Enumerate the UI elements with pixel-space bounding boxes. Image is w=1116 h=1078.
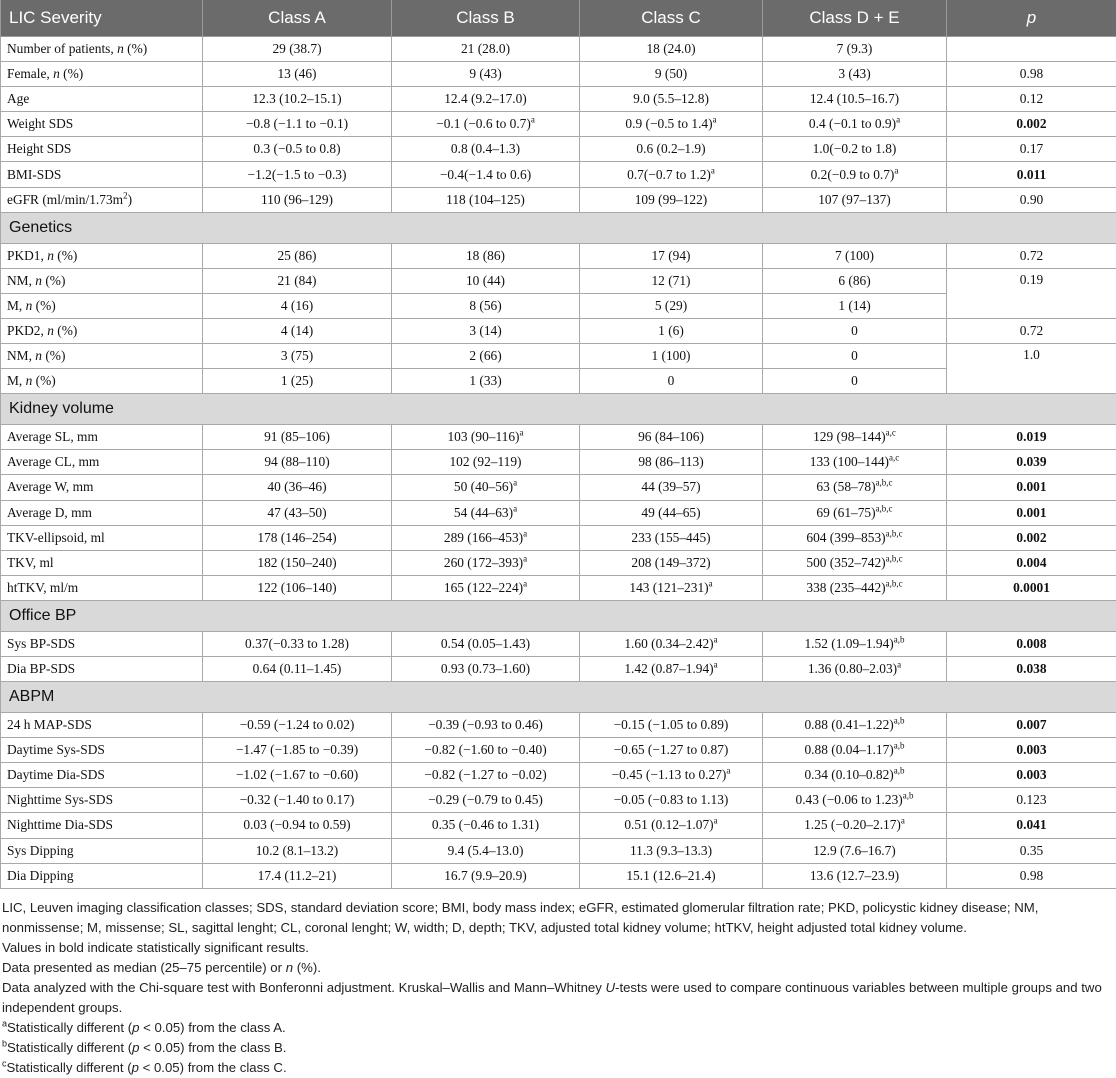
p-value-cell: 0.003 (947, 738, 1116, 763)
footnote-mark: a,b,c (886, 528, 903, 538)
value-cell: 18 (86) (392, 243, 580, 268)
p-value-cell: 0.72 (947, 318, 1116, 343)
row-label: Age (1, 87, 203, 112)
value-cell: 29 (38.7) (203, 37, 392, 62)
table-row (1, 62, 1116, 87)
value-cell: 1 (14) (763, 293, 947, 318)
header-lic-severity: LIC Severity (1, 0, 203, 37)
value-cell: −0.1 (−0.6 to 0.7)$^a$ (392, 112, 580, 137)
p-value-cell: 0.123 (947, 788, 1116, 813)
value-cell: −0.45 (−1.13 to 0.27)$^a$ (580, 763, 763, 788)
value-cell: −0.4(−1.4 to 0.6) (392, 162, 580, 187)
footnote-mark: a (523, 578, 527, 588)
p-value-cell: 0.008 (947, 631, 1116, 656)
table-row (1, 631, 1116, 656)
value-cell: 122 (106–140) (203, 575, 392, 600)
header-class-a: Class A (203, 0, 392, 37)
footnote-b: $^b$Statistically different (p < 0.05) from the class B. (2, 1038, 1114, 1058)
row-label: M, n (%) (1, 293, 203, 318)
table-row (1, 738, 1116, 763)
value-cell: 21 (28.0) (392, 37, 580, 62)
p-value-cell: 0.001 (947, 475, 1116, 500)
row-label: Sys Dipping (1, 838, 203, 863)
value-cell: 0.37(−0.33 to 1.28) (203, 631, 392, 656)
p-value-cell: 0.004 (947, 550, 1116, 575)
value-cell: 0.88 $(0.41-1.22)^{a,b}$ (763, 713, 947, 738)
footnote-mark: a (713, 115, 717, 125)
footnote-mark: a,c (886, 428, 896, 438)
value-cell: 0.54 (0.05–1.43) (392, 631, 580, 656)
value-cell: 5 (29) (580, 293, 763, 318)
value-cell: 40 (36–46) (203, 475, 392, 500)
value-cell: 13.6 (12.7–23.9) (763, 863, 947, 888)
value-cell: 0.4 (−0.1 to 0.9)$^a$ (763, 112, 947, 137)
footnote-mark: a,b,c (876, 478, 893, 488)
value-cell: 0 (763, 344, 947, 369)
value-cell: 0.9 (−0.5 to 1.4)$^a$ (580, 112, 763, 137)
footnote-mark: a,b (894, 634, 905, 644)
value-cell: −0.82 (−1.27 to −0.02) (392, 763, 580, 788)
row-label: Average W, mm (1, 475, 203, 500)
value-cell: 118 (104–125) (392, 187, 580, 212)
table-row (1, 763, 1116, 788)
table-row (1, 525, 1116, 550)
header-class-c: Class C (580, 0, 763, 37)
row-label: Nighttime Sys-SDS (1, 788, 203, 813)
value-cell: 10.2 (8.1–13.2) (203, 838, 392, 863)
value-cell: 1.52 $(1.09-1.94)^{a,b}$ (763, 631, 947, 656)
value-cell: 1.25 $(-0.20-2.17)^a$ (763, 813, 947, 838)
row-label: htTKV, ml/m (1, 575, 203, 600)
value-cell: 4 (14) (203, 318, 392, 343)
table-row (1, 425, 1116, 450)
value-cell: 91 (85–106) (203, 425, 392, 450)
footnote-mark: a,c (889, 453, 899, 463)
table-row (1, 318, 1116, 343)
value-cell: −0.05 (−0.83 to 1.13) (580, 788, 763, 813)
value-cell: 0.51 $(0.12-1.07)^a$ (580, 813, 763, 838)
table-row (1, 788, 1116, 813)
value-cell: 110 (96–129) (203, 187, 392, 212)
footnote-mark: a,b,c (886, 578, 903, 588)
p-value-cell: 0.039 (947, 450, 1116, 475)
value-cell: 338 $(235-442)^{a,b,c}$ (763, 575, 947, 600)
value-cell: 25 (86) (203, 243, 392, 268)
value-cell: 178 (146–254) (203, 525, 392, 550)
value-cell: 1.42 $(0.87-1.94)^a$ (580, 656, 763, 681)
value-cell: −0.29 (−0.79 to 0.45) (392, 788, 580, 813)
table-row (1, 863, 1116, 888)
p-value-cell: 0.041 (947, 813, 1116, 838)
value-cell: 0.35 (−0.46 to 1.31) (392, 813, 580, 838)
footnote-mark: a (714, 634, 718, 644)
value-cell: 12.4 (9.2–17.0) (392, 87, 580, 112)
p-value-cell: 0.98 (947, 62, 1116, 87)
row-label: Sys BP-SDS (1, 631, 203, 656)
table-row (1, 112, 1116, 137)
table-notes (0, 889, 1116, 1078)
table-row (1, 713, 1116, 738)
value-cell: 9 (50) (580, 62, 763, 87)
footnote-mark: a (894, 165, 898, 175)
header-p-value: p (947, 0, 1116, 37)
table-row (1, 137, 1116, 162)
value-cell: 18 (24.0) (580, 37, 763, 62)
value-cell: 11.3 (9.3–13.3) (580, 838, 763, 863)
table-row (1, 813, 1116, 838)
value-cell: 44 (39–57) (580, 475, 763, 500)
value-cell: 102 (92–119) (392, 450, 580, 475)
p-value-cell (947, 37, 1116, 62)
value-cell: 0 (580, 369, 763, 394)
p-value-cell: 0.002 (947, 112, 1116, 137)
row-label: Nighttime Dia-SDS (1, 813, 203, 838)
p-value-cell: 0.72 (947, 243, 1116, 268)
value-cell: 12.3 (10.2–15.1) (203, 87, 392, 112)
p-value-cell: 0.002 (947, 525, 1116, 550)
value-cell: 17.4 (11.2–21) (203, 863, 392, 888)
note-bold: Values in bold indicate statistically significant results. (2, 938, 1114, 958)
value-cell: 12.4 (10.5–16.7) (763, 87, 947, 112)
value-cell: 208 (149–372) (580, 550, 763, 575)
table-row (1, 550, 1116, 575)
value-cell: 0.64 (0.11–1.45) (203, 656, 392, 681)
p-value-cell: 1.0 (947, 344, 1116, 394)
p-value-cell: 0.0001 (947, 575, 1116, 600)
value-cell: −0.32 (−1.40 to 0.17) (203, 788, 392, 813)
table-row (1, 268, 1116, 293)
row-label: BMI-SDS (1, 162, 203, 187)
row-label: Dia BP-SDS (1, 656, 203, 681)
footnote-a: $^a$Statistically different (p < 0.05) from the class A. (2, 1018, 1114, 1038)
table-row (1, 162, 1116, 187)
value-cell: 16.7 (9.9–20.9) (392, 863, 580, 888)
row-label: TKV-ellipsoid, ml (1, 525, 203, 550)
value-cell: 260 $(172-393)^a$ (392, 550, 580, 575)
footnote-mark: a,b (894, 716, 905, 726)
value-cell: 13 (46) (203, 62, 392, 87)
value-cell: 50 $(40-56)^a$ (392, 475, 580, 500)
footnote-mark: a (520, 428, 524, 438)
value-cell: 500 $(352-742)^{a,b,c}$ (763, 550, 947, 575)
row-label: Average D, mm (1, 500, 203, 525)
row-label: M, n (%) (1, 369, 203, 394)
table-row (1, 187, 1116, 212)
section-row (1, 394, 1116, 425)
value-cell: 7 (9.3) (763, 37, 947, 62)
row-label: Dia Dipping (1, 863, 203, 888)
value-cell: 94 (88–110) (203, 450, 392, 475)
footnote-mark: a (709, 578, 713, 588)
value-cell: 9 (43) (392, 62, 580, 87)
note-abbreviations: LIC, Leuven imaging classification classes; SDS, standard deviation score; BMI, body mass index; eGFR, estimated glomerular filtration rate; PKD, policystic kidney disease; NM, nonmissense; M, missense; SL, sagittal lenght; CL, coronal lenght; W, width; D, depth; TKV, adjusted total kidney volume; htTKV, height adjusted total kidney volume. (2, 898, 1114, 938)
value-cell: 143 $(121-231)^a$ (580, 575, 763, 600)
footnote-mark: a (531, 115, 535, 125)
value-cell: 6 (86) (763, 268, 947, 293)
footnote-mark: a (513, 478, 517, 488)
value-cell: 10 (44) (392, 268, 580, 293)
value-cell: 0 (763, 318, 947, 343)
value-cell: 182 (150–240) (203, 550, 392, 575)
p-value-cell: 0.17 (947, 137, 1116, 162)
value-cell: 0.88 $(0.04-1.17)^{a,b}$ (763, 738, 947, 763)
value-cell: 7 (100) (763, 243, 947, 268)
section-heading: Office BP (1, 600, 1116, 631)
value-cell: 233 (155–445) (580, 525, 763, 550)
value-cell: 604 $(399-853)^{a,b,c}$ (763, 525, 947, 550)
value-cell: 1 (25) (203, 369, 392, 394)
p-value-cell: 0.038 (947, 656, 1116, 681)
value-cell: 1 (6) (580, 318, 763, 343)
row-label: Average CL, mm (1, 450, 203, 475)
p-value-cell: 0.001 (947, 500, 1116, 525)
value-cell: 1.36 $(0.80-2.03)^a$ (763, 656, 947, 681)
value-cell: 15.1 (12.6–21.4) (580, 863, 763, 888)
value-cell: 9.4 (5.4–13.0) (392, 838, 580, 863)
table-row (1, 243, 1116, 268)
p-value-cell: 0.12 (947, 87, 1116, 112)
section-row (1, 682, 1116, 713)
p-value-cell: 0.19 (947, 268, 1116, 318)
row-label: NM, n (%) (1, 268, 203, 293)
value-cell: 0.3 (−0.5 to 0.8) (203, 137, 392, 162)
value-cell: 0 (763, 369, 947, 394)
footnote-mark: a (714, 816, 718, 826)
value-cell: −0.39 (−0.93 to 0.46) (392, 713, 580, 738)
value-cell: 133 $(100-144)^{a,c}$ (763, 450, 947, 475)
row-label: PKD1, n (%) (1, 243, 203, 268)
value-cell: 109 (99–122) (580, 187, 763, 212)
row-label: NM, n (%) (1, 344, 203, 369)
value-cell: 165 $(122-224)^a$ (392, 575, 580, 600)
value-cell: 289 $(166-453)^a$ (392, 525, 580, 550)
value-cell: 129 $(98-144)^{a,c}$ (763, 425, 947, 450)
table-row (1, 344, 1116, 369)
header-class-b: Class B (392, 0, 580, 37)
value-cell: 0.2(−0.9 to 0.7)$^a$ (763, 162, 947, 187)
table-header-row (1, 0, 1116, 37)
row-label: eGFR $(ml/\min/1.73m^2)$ (1, 187, 203, 212)
footnote-mark: a (523, 528, 527, 538)
value-cell: 96 (84–106) (580, 425, 763, 450)
table-row (1, 87, 1116, 112)
row-label: PKD2, n (%) (1, 318, 203, 343)
value-cell: −1.02 (−1.67 to −0.60) (203, 763, 392, 788)
footnote-mark: a (901, 816, 905, 826)
value-cell: −0.65 (−1.27 to 0.87) (580, 738, 763, 763)
footnote-mark: a,b (894, 741, 905, 751)
footnote-mark: a (523, 553, 527, 563)
footnote-mark: a,b,c (876, 503, 893, 513)
value-cell: 12 (71) (580, 268, 763, 293)
table-row (1, 37, 1116, 62)
footnote-mark: a (897, 660, 901, 670)
table-body (1, 37, 1116, 889)
footnote-mark: a (714, 660, 718, 670)
value-cell: 98 (86–113) (580, 450, 763, 475)
value-cell: −0.8 (−1.1 to −0.1) (203, 112, 392, 137)
footnote-mark: a (711, 165, 715, 175)
section-row (1, 212, 1116, 243)
table-row (1, 838, 1116, 863)
value-cell: 1.0(−0.2 to 1.8) (763, 137, 947, 162)
value-cell: −1.47 (−1.85 to −0.39) (203, 738, 392, 763)
value-cell: 21 (84) (203, 268, 392, 293)
footnote-mark: a,b (903, 791, 914, 801)
value-cell: −0.15 (−1.05 to 0.89) (580, 713, 763, 738)
value-cell: 103 $(90-116)^a$ (392, 425, 580, 450)
table-row (1, 475, 1116, 500)
value-cell: 49 (44–65) (580, 500, 763, 525)
value-cell: 63 $(58-78)^{a,b,c}$ (763, 475, 947, 500)
note-analysis: Data analyzed with the Chi-square test with Bonferonni adjustment. Kruskal–Wallis and Mann–Whitney U-tests were used to compare continuous variables between multiple groups and two independent groups. (2, 978, 1114, 1018)
value-cell: 17 (94) (580, 243, 763, 268)
value-cell: 9.0 (5.5–12.8) (580, 87, 763, 112)
table-row (1, 450, 1116, 475)
value-cell: 8 (56) (392, 293, 580, 318)
row-label: Number of patients, n (%) (1, 37, 203, 62)
p-value-cell: 0.35 (947, 838, 1116, 863)
value-cell: 47 (43–50) (203, 500, 392, 525)
table-row (1, 656, 1116, 681)
value-cell: 0.7(−0.7 to 1.2)$^a$ (580, 162, 763, 187)
footnote-mark: a (726, 766, 730, 776)
value-cell: 3 (75) (203, 344, 392, 369)
row-label: Height SDS (1, 137, 203, 162)
header-class-de: Class D + E (763, 0, 947, 37)
table-row (1, 575, 1116, 600)
p-value-cell: 0.98 (947, 863, 1116, 888)
value-cell: 3 (43) (763, 62, 947, 87)
value-cell: 4 (16) (203, 293, 392, 318)
row-label: 24 h MAP-SDS (1, 713, 203, 738)
row-label: Female, n (%) (1, 62, 203, 87)
footnote-mark: a,b (894, 766, 905, 776)
p-value-cell: 0.90 (947, 187, 1116, 212)
value-cell: 3 (14) (392, 318, 580, 343)
section-heading: Genetics (1, 212, 1116, 243)
footnote-mark: a (513, 503, 517, 513)
section-heading: ABPM (1, 682, 1116, 713)
value-cell: 0.03 (−0.94 to 0.59) (203, 813, 392, 838)
p-value-cell: 0.007 (947, 713, 1116, 738)
value-cell: 12.9 (7.6–16.7) (763, 838, 947, 863)
footnote-mark: a (896, 115, 900, 125)
p-value-cell: 0.019 (947, 425, 1116, 450)
note-presented: Data presented as median (25–75 percentile) or n (%). (2, 958, 1114, 978)
value-cell: 69 $(61-75)^{a,b,c}$ (763, 500, 947, 525)
p-value-cell: 0.011 (947, 162, 1116, 187)
value-cell: 54 $(44-63)^a$ (392, 500, 580, 525)
table-row (1, 500, 1116, 525)
section-heading: Kidney volume (1, 394, 1116, 425)
value-cell: 0.34 $(0.10-0.82)^{a,b}$ (763, 763, 947, 788)
row-label: TKV, ml (1, 550, 203, 575)
section-row (1, 600, 1116, 631)
value-cell: 1 (33) (392, 369, 580, 394)
value-cell: 2 (66) (392, 344, 580, 369)
row-label: Average SL, mm (1, 425, 203, 450)
value-cell: 107 (97–137) (763, 187, 947, 212)
footnote-c: $^c$Statistically different (p < 0.05) from the class C. (2, 1058, 1114, 1078)
value-cell: −0.59 (−1.24 to 0.02) (203, 713, 392, 738)
footnote-mark: a,b,c (886, 553, 903, 563)
value-cell: 0.6 (0.2–1.9) (580, 137, 763, 162)
value-cell: 1.60 $(0.34-2.42)^a$ (580, 631, 763, 656)
value-cell: 1 (100) (580, 344, 763, 369)
value-cell: −0.82 (−1.60 to −0.40) (392, 738, 580, 763)
value-cell: 0.93 (0.73–1.60) (392, 656, 580, 681)
p-value-cell: 0.003 (947, 763, 1116, 788)
row-label: Weight SDS (1, 112, 203, 137)
value-cell: −1.2(−1.5 to −0.3) (203, 162, 392, 187)
value-cell: 0.43 (−0.06 to 1.23)$^{a,b}$ (763, 788, 947, 813)
row-label: Daytime Dia-SDS (1, 763, 203, 788)
row-label: Daytime Sys-SDS (1, 738, 203, 763)
value-cell: 0.8 (0.4–1.3) (392, 137, 580, 162)
